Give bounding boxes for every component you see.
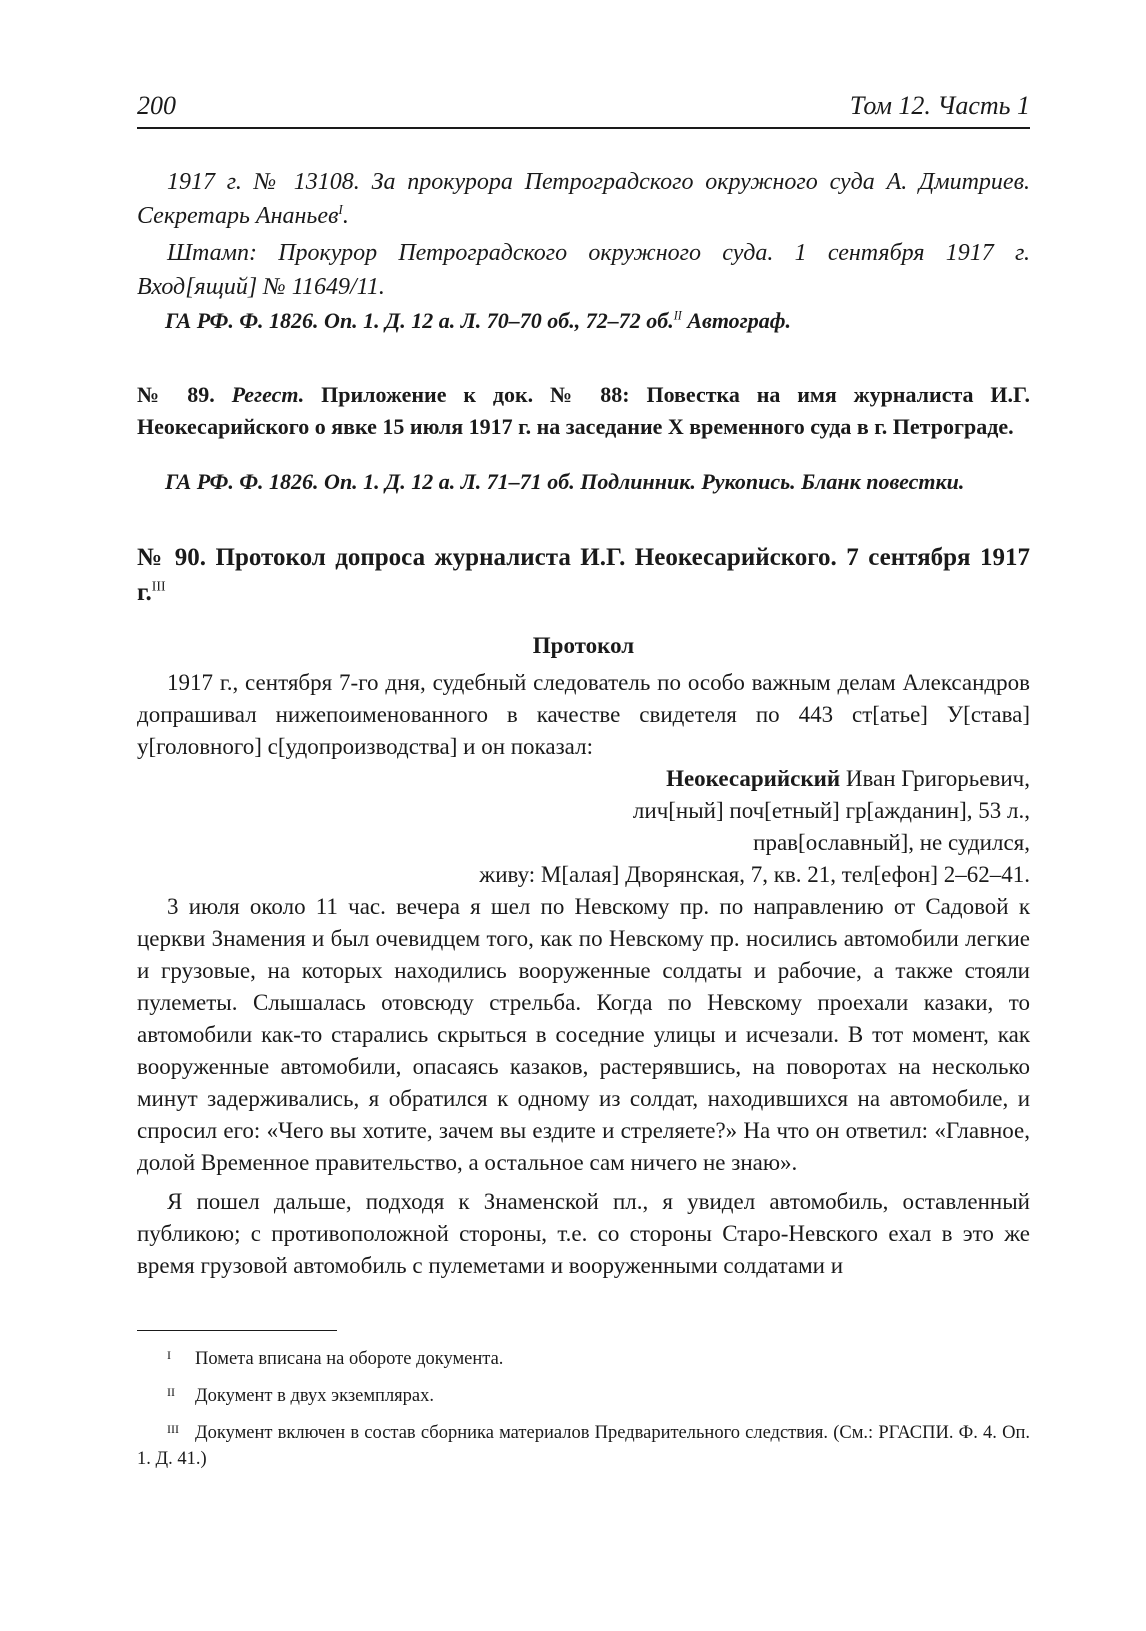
previous-document-ending — [137, 165, 1030, 304]
witness-address: живу: М[алая] Дворянская, 7, кв. 21, тел[ефон] 2–62–41. — [479, 862, 1030, 887]
footnote-2: II Документ в двух экземплярах. — [167, 1385, 435, 1406]
document-89-regest — [137, 379, 1030, 443]
protocol-intro: 1917 г., сентября 7-го дня, судебный следователь по особо важным делам Александров допрашивал нижепоименованного в качестве свидетеля по 443 ст[атье] У[става] у[головного] с[удопроизводства] и он показал: — [137, 670, 1030, 759]
footnote-ref-2[interactable]: II — [673, 308, 682, 323]
doc89-number: № 89. — [137, 382, 215, 407]
footnote-ref-3[interactable]: III — [151, 578, 166, 594]
witness-religion: прав[ославный], не судился, — [753, 830, 1030, 855]
signature-line: 1917 г. № 13108. За прокурора Петроградского окружного суда А. Дмитриев. Секретарь Ананьев$^I$. — [137, 169, 1030, 229]
footnote-1: I Помета вписана на обороте документа. — [167, 1348, 504, 1369]
footnote-ref-1[interactable]: I — [338, 202, 343, 217]
page-number: 200 — [137, 91, 176, 120]
testimony-paragraph-1: 3 июля около 11 час. вечера я шел по Невскому пр. по направлению от Садовой к церкви Знамения и был очевидцем того, как по Невскому пр. носились автомобили легкие и грузовые, на которых находились вооруженные солдаты и рабочие, а также стояли пулеметы. Слышалась отовсюду стрельба. Когда по Невскому проехали казаки, то автомобили как-то старались скрыться в соседние улицы и исчезали. В тот момент, как вооруженные автомобили, опасаясь казаков, растерявшись, на поворотах на несколько минут задерживались, я обратился к одному из солдат, находившихся на автомобиле, и спросил его: «Чего вы хотите, зачем вы ездите и стреляете?» На что он ответил: «Главное, долой Временное правительство, а остальное сам ничего не знаю». — [137, 894, 1030, 1175]
testimony-paragraph-2: Я пошел дальше, подходя к Знаменской пл., я увидел автомобиль, оставленный публикою; с противоположной стороны, т.е. со стороны Старо-Невского ехал в это же время грузовой автомобиль с пулеметами и вооруженными солдатами и — [137, 1189, 1030, 1278]
regest-label: Регест. — [231, 382, 305, 407]
footnote-3: III Документ включен в состав сборника материалов Предварительного следствия. (См.: РГАСПИ. Ф. 4. Оп. 1. Д. 41.) — [137, 1422, 1030, 1469]
stamp-line: Штамп: Прокурор Петроградского окружного суда. 1 сентября 1917 г. Вход[ящий] № 11649/11. — [137, 240, 1030, 300]
doc89-text: Приложение к док. № 88: Повестка на имя журналиста И.Г. Неокесарийского о явке 15 июля 1917 г. на заседание X временного суда в г. Петрограде. — [137, 382, 1031, 439]
footnotes — [137, 1342, 1030, 1479]
volume-title: Том 12. Часть 1 — [849, 91, 1030, 120]
document-90-heading: № 90. Протокол допроса журналиста И.Г. Неокесарийского. 7 сентября 1917 г.$^{III}$ — [137, 544, 1030, 606]
protocol-body — [137, 667, 1030, 1282]
witness-status: лич[ный] поч[етный] гр[ажданин], 53 л., — [632, 798, 1030, 823]
archive-reference-89: ГА РФ. Ф. 1826. Оп. 1. Д. 12 а. Л. 71–71 об. Подлинник. Рукопись. Бланк повестки. — [165, 469, 965, 494]
running-header — [137, 85, 1030, 129]
witness-name: Неокесарийский Иван Григорьевич, — [666, 766, 1030, 791]
protocol-subtitle: Протокол — [532, 633, 635, 658]
archive-reference-88: ГА РФ. Ф. 1826. Оп. 1. Д. 12 а. Л. 70–70 об., 72–72 об.$^{II}$ Автограф. — [165, 308, 792, 333]
footnote-divider — [137, 1330, 337, 1331]
